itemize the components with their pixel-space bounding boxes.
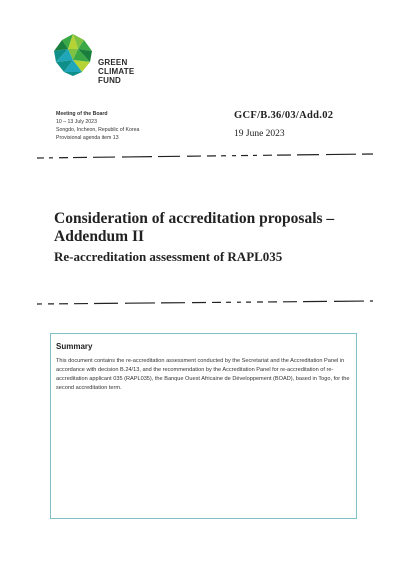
logo-line-1: GREEN [98,58,128,67]
meeting-agenda: Provisional agenda item 13 [56,135,119,141]
document-title: Consideration of accreditation proposals – Addendum II [54,210,335,245]
summary-box [50,333,357,519]
document-subtitle: Re-accreditation assessment of RAPL035 [54,249,283,264]
document-date: 19 June 2023 [234,129,285,139]
wave-divider-top [37,150,373,162]
logo-line-2: CLIMATE [98,67,135,76]
logo-line-3: FUND [98,76,122,85]
meeting-info [56,110,139,142]
meeting-dates: 10 – 13 July 2023 [56,119,97,125]
document-reference: GCF/B.36/03/Add.02 [234,110,334,121]
summary-body: This document contains the re-accreditation assessment conducted by the Secretariat and the Accreditation Panel in accordance with decision B.24/13, and the recommendation by the Accreditation Panel for re-accreditation of re-accreditation applicant 035 (RAPL035), the Banque Ouest Africaine de Développement (BOAD), based in Togo, for the second accreditation term. [56,358,350,391]
wave-divider-bottom [37,296,373,308]
title-block [54,210,384,266]
logo-wordmark [98,58,134,85]
gcf-logo [50,32,150,92]
summary-heading: Summary [56,342,93,351]
meeting-title: Meeting of the Board [56,111,108,117]
globe-logo-icon [50,32,96,78]
meeting-location: Songdo, Incheon, Republic of Korea [56,127,140,133]
